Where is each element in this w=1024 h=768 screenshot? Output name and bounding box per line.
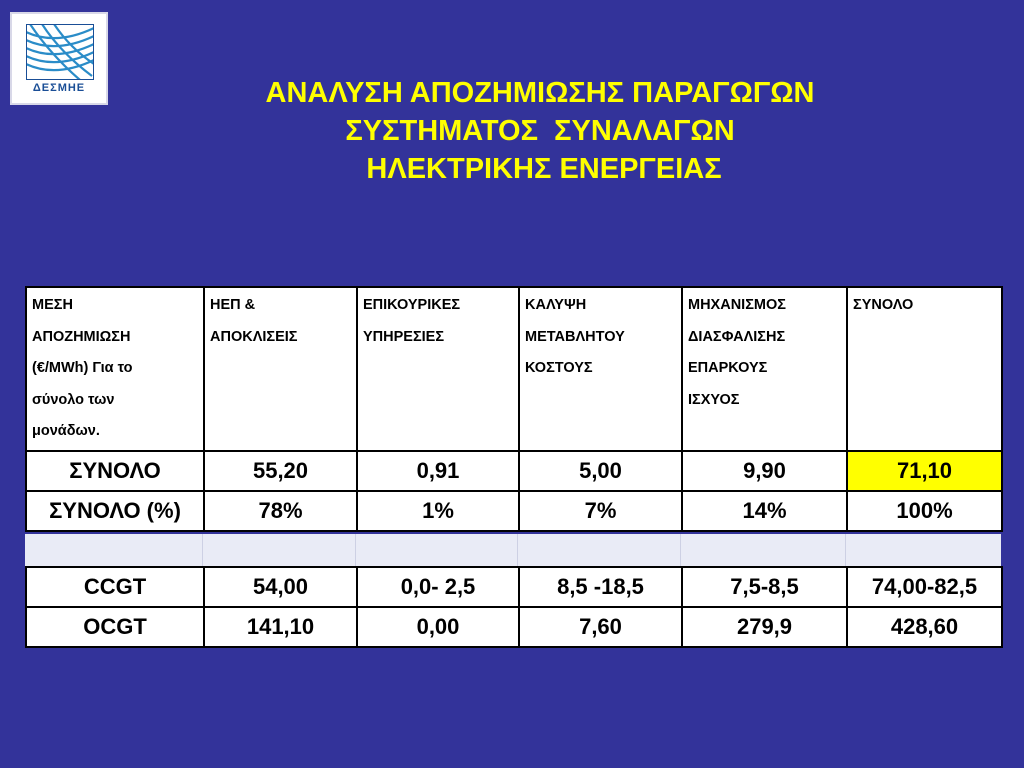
table-cell: 7,5-8,5 <box>682 567 847 607</box>
table-row <box>26 607 1002 647</box>
table-cell: 8,5 -18,5 <box>519 567 682 607</box>
empty-cell <box>846 534 1001 566</box>
table-cell: 54,00 <box>204 567 357 607</box>
table-cell: 279,9 <box>682 607 847 647</box>
logo-text: ΔΕΣΜΗΕ <box>32 82 86 94</box>
header-cell-market: ΗΕΠ & ΑΠΟΚΛΙΣΕΙΣ <box>204 287 357 451</box>
table-cell: 0,91 <box>357 451 519 491</box>
title-line-1: ΑΝΑΛΥΣΗ ΑΠΟΖΗΜΙΩΣΗΣ ΠΑΡΑΓΩΓΩΝ <box>265 77 815 109</box>
table-row <box>26 567 1002 607</box>
table-cell: 14% <box>682 491 847 531</box>
empty-cell <box>518 534 681 566</box>
page-title <box>130 74 950 188</box>
table-cell: 428,60 <box>847 607 1002 647</box>
header-cell-total: ΣΥΝΟΛΟ <box>847 287 1002 451</box>
table-cell: 1% <box>357 491 519 531</box>
highlighted-total-cell: 71,10 <box>847 451 1002 491</box>
table-row <box>26 451 1002 491</box>
table-cell: 7% <box>519 491 682 531</box>
table-cell: 0,0- 2,5 <box>357 567 519 607</box>
header-cell-average-compensation: ΜΕΣΗ ΑΠΟΖΗΜΙΩΣΗ (€/MWh) Για το σύνολο των μονάδων. <box>26 287 204 451</box>
title-line-3: ΗΛΕΚΤΡΙΚΗΣ ΕΝΕΡΓΕΙΑΣ <box>358 153 722 185</box>
title-line-2: ΣΥΣΤΗΜΑΤΟΣ ΣΥΝΑΛΑΓΩΝ <box>345 115 735 147</box>
empty-cell <box>203 534 356 566</box>
table-cell: 7,60 <box>519 607 682 647</box>
header-cell-variable-cost: ΚΑΛΥΨΗ ΜΕΤΑΒΛΗΤΟΥ ΚΟΣΤΟΥΣ <box>519 287 682 451</box>
empty-cell <box>681 534 846 566</box>
table-cell: 74,00-82,5 <box>847 567 1002 607</box>
header-cell-ancillary-services: ΕΠΙΚΟΥΡΙΚΕΣ ΥΠΗΡΕΣΙΕΣ <box>357 287 519 451</box>
table-cell: ΣΥΝΟΛΟ (%) <box>26 491 204 531</box>
table-cell: 78% <box>204 491 357 531</box>
table-cell: 0,00 <box>357 607 519 647</box>
table-cell: 5,00 <box>519 451 682 491</box>
table-cell: ΣΥΝΟΛΟ <box>26 451 204 491</box>
empty-cell <box>25 534 203 566</box>
table-header-row <box>26 287 1002 451</box>
table-cell: CCGT <box>26 567 204 607</box>
table-cell: 9,90 <box>682 451 847 491</box>
plant-type-table <box>25 566 1003 648</box>
table-cell: 141,10 <box>204 607 357 647</box>
table-row <box>26 491 1002 531</box>
compensation-table <box>25 286 1003 532</box>
empty-table-row <box>25 534 1001 566</box>
table-cell: 100% <box>847 491 1002 531</box>
header-cell-capacity-mechanism: ΜΗΧΑΝΙΣΜΟΣ ΔΙΑΣΦΑΛΙΣΗΣ ΕΠΑΡΚΟΥΣ ΙΣΧΥΟΣ <box>682 287 847 451</box>
table-cell: 55,20 <box>204 451 357 491</box>
company-logo <box>10 12 108 105</box>
table-cell: OCGT <box>26 607 204 647</box>
desmie-logo-icon <box>26 24 94 80</box>
empty-cell <box>356 534 518 566</box>
